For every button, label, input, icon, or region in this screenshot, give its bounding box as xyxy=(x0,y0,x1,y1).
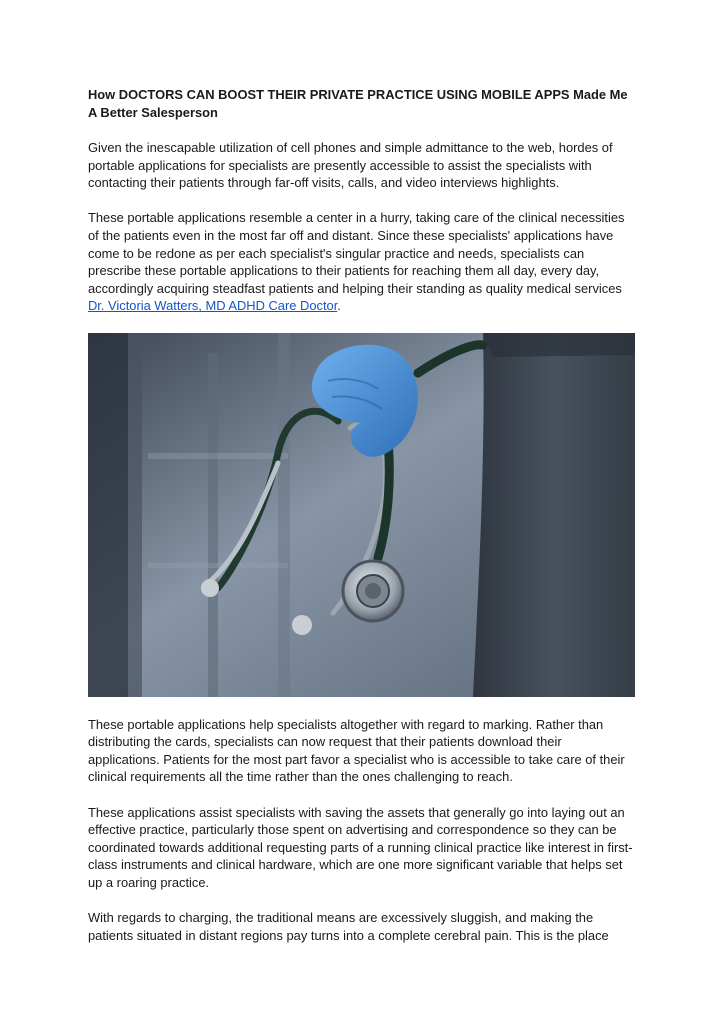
paragraph: These portable applications help specialists altogether with regard to marking. Rather than distributing the cards, specialists can now request that their patients download their applications. Patients for the most part favor a specialist who is accessible to take care of their clinical requirements all the time rather than the ones challenging to reach. xyxy=(88,716,625,785)
paragraph-text: These portable applications resemble a center in a hurry, taking care of the clinical necessities of the patients even in the most far off and distant. Since these specialists' applications have come to be redone as per each specialist's singular practice and needs, specialists can prescribe these portable applications to their patients for reaching them all day, every day, accordingly acquiring steadfast patients and helping their standing as quality medical services xyxy=(88,210,625,296)
stethoscope-photo xyxy=(88,333,635,697)
paragraph: These applications assist specialists with saving the assets that generally go into laying out an effective practice, particularly those spent on advertising and correspondence so they can be coordinated towards additional requesting parts of a running clinical practice like interest in first-class instruments and clinical hardware, which are one more significant variable that helps set up a roaring practice. xyxy=(88,804,633,890)
paragraph-trailing: . xyxy=(337,298,341,314)
paragraph: With regards to charging, the traditional means are excessively sluggish, and making the patients situated in distant regions pay turns into a complete cerebral pain. This is the place xyxy=(88,910,609,943)
doctor-link[interactable]: Dr. Victoria Watters, MD ADHD Care Doctor xyxy=(88,298,338,314)
paragraph-with-link xyxy=(88,209,636,315)
paragraph: Given the inescapable utilization of cell phones and simple admittance to the web, hordes of portable applications for specialists are presently accessible to assist the specialists with contacting their patients through far-off visits, calls, and video interviews highlights. xyxy=(88,140,613,191)
document-title: How DOCTORS CAN BOOST THEIR PRIVATE PRACTICE USING MOBILE APPS Made Me A Better Salesperson xyxy=(88,87,628,120)
document-body xyxy=(88,86,636,962)
